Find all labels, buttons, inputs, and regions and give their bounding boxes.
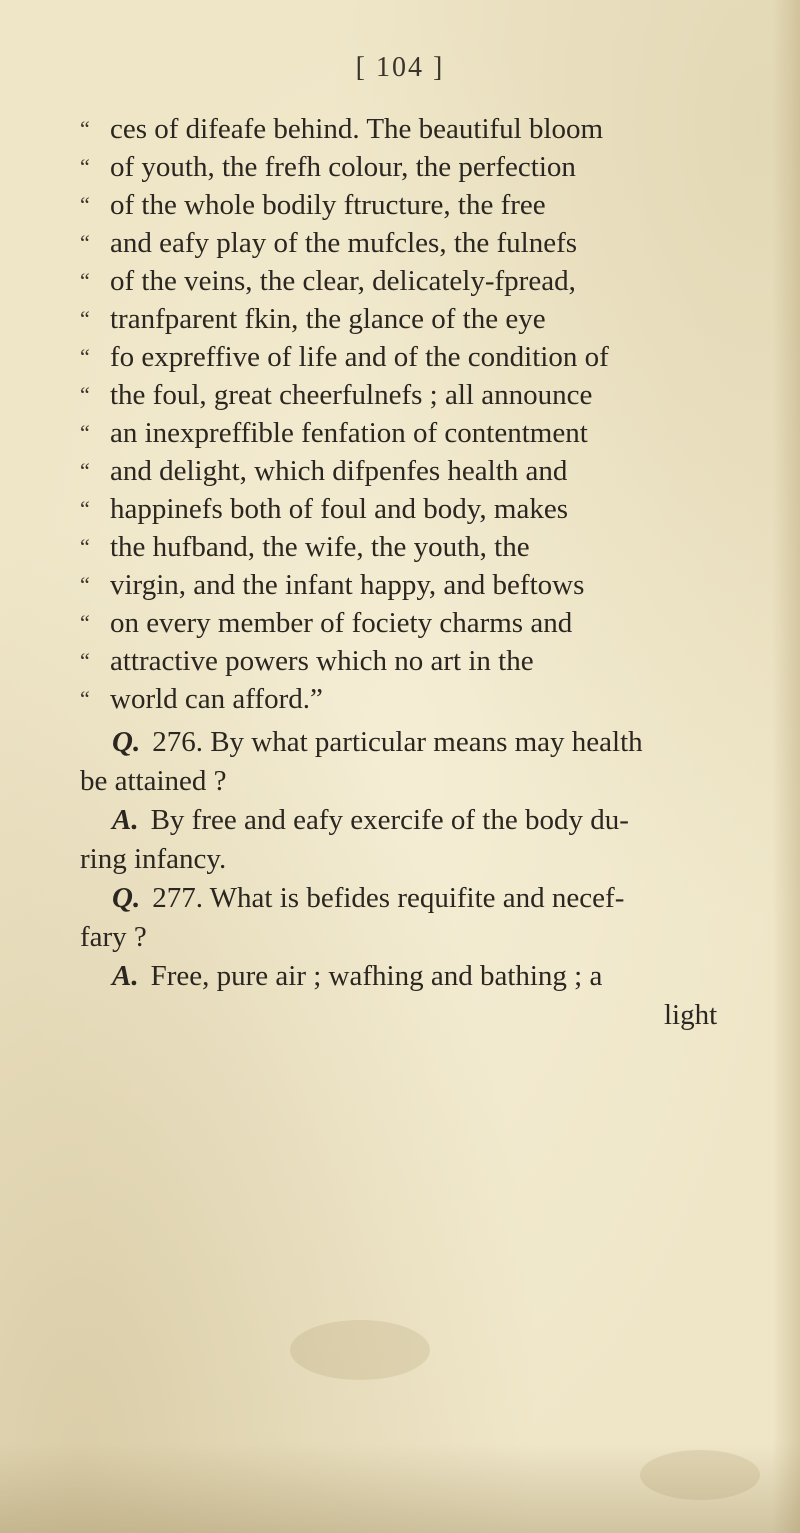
text-line [80, 680, 323, 718]
quote-mark: “ [80, 534, 90, 559]
quote-mark: “ [80, 192, 90, 217]
quote-mark: “ [80, 306, 90, 331]
page-bottom-shadow [0, 1443, 800, 1533]
answer-line [112, 957, 602, 995]
text-line [80, 642, 534, 680]
line-text: attractive powers which no art in the [110, 645, 534, 677]
answer-mark-label: A. [112, 804, 139, 836]
text-line [80, 452, 567, 490]
answer-line [112, 801, 629, 839]
answer-mark-label: A. [112, 960, 139, 992]
line-text: tranfparent fkin, the glance of the eye [110, 303, 546, 335]
text-line [80, 566, 584, 604]
quote-mark: “ [80, 686, 90, 711]
line-text: the foul, great cheerfulnefs ; all announce [110, 379, 593, 411]
line-text: of the veins, the clear, delicately-fpread, [110, 265, 576, 297]
line-text: on every member of fociety charms and [110, 607, 573, 639]
line-text: of the whole bodily ftructure, the free [110, 189, 546, 221]
quote-mark: “ [80, 572, 90, 597]
line-text: 276. By what particular means may health [152, 726, 643, 758]
text-line [80, 840, 226, 878]
quote-mark: “ [80, 268, 90, 293]
quote-mark: “ [80, 496, 90, 521]
quote-mark: “ [80, 458, 90, 483]
line-text: ces of difeafe behind. The beautiful bloom [110, 113, 604, 145]
line-text: and eafy play of the mufcles, the fulnefs [110, 227, 578, 259]
line-text: ring infancy. [80, 843, 227, 875]
text-line [80, 528, 530, 566]
quote-mark: “ [80, 610, 90, 635]
text-line [80, 918, 147, 956]
question-line [112, 879, 624, 917]
question-mark-label: Q. [112, 726, 141, 758]
text-line [80, 262, 576, 300]
text-line [80, 224, 577, 262]
line-text: the hufband, the wife, the youth, the [110, 531, 530, 563]
line-text: fo expreffive of life and of the condition of [110, 341, 609, 373]
text-line [80, 338, 609, 376]
question-mark-label: Q. [112, 882, 141, 914]
text-line [80, 300, 546, 338]
quote-mark: “ [80, 344, 90, 369]
quote-mark: “ [80, 154, 90, 179]
line-text: world can afford.” [110, 683, 323, 715]
text-line [80, 186, 546, 224]
question-line [112, 723, 643, 761]
line-text: 277. What is befides requifite and necef- [152, 882, 625, 914]
text-line [80, 414, 588, 452]
text-line [80, 762, 227, 800]
page-number-header: [ 104 ] [355, 52, 445, 83]
quote-mark: “ [80, 382, 90, 407]
page-edge-shadow [772, 0, 800, 1533]
line-text: an inexpreffible fenfation of contentment [110, 417, 588, 449]
line-text: of youth, the frefh colour, the perfection [110, 151, 576, 183]
line-text: happinefs both of foul and body, makes [110, 493, 568, 525]
line-text: By free and eafy exercife of the body du- [150, 804, 629, 836]
paper-stain [290, 1320, 430, 1380]
text-line [80, 110, 603, 148]
line-text: and delight, which difpenfes health and [110, 455, 568, 487]
line-text: Free, pure air ; wafhing and bathing ; a [150, 960, 603, 992]
text-line [80, 376, 592, 414]
quote-mark: “ [80, 116, 90, 141]
text-line [80, 604, 572, 642]
quote-mark: “ [80, 230, 90, 255]
line-text: be attained ? [80, 765, 227, 797]
quote-mark: “ [80, 420, 90, 445]
line-text: fary ? [80, 921, 147, 953]
line-text: virgin, and the infant happy, and beftows [110, 569, 585, 601]
quote-mark: “ [80, 648, 90, 673]
catchword: light [664, 999, 718, 1031]
text-line [80, 490, 568, 528]
text-line [80, 148, 576, 186]
